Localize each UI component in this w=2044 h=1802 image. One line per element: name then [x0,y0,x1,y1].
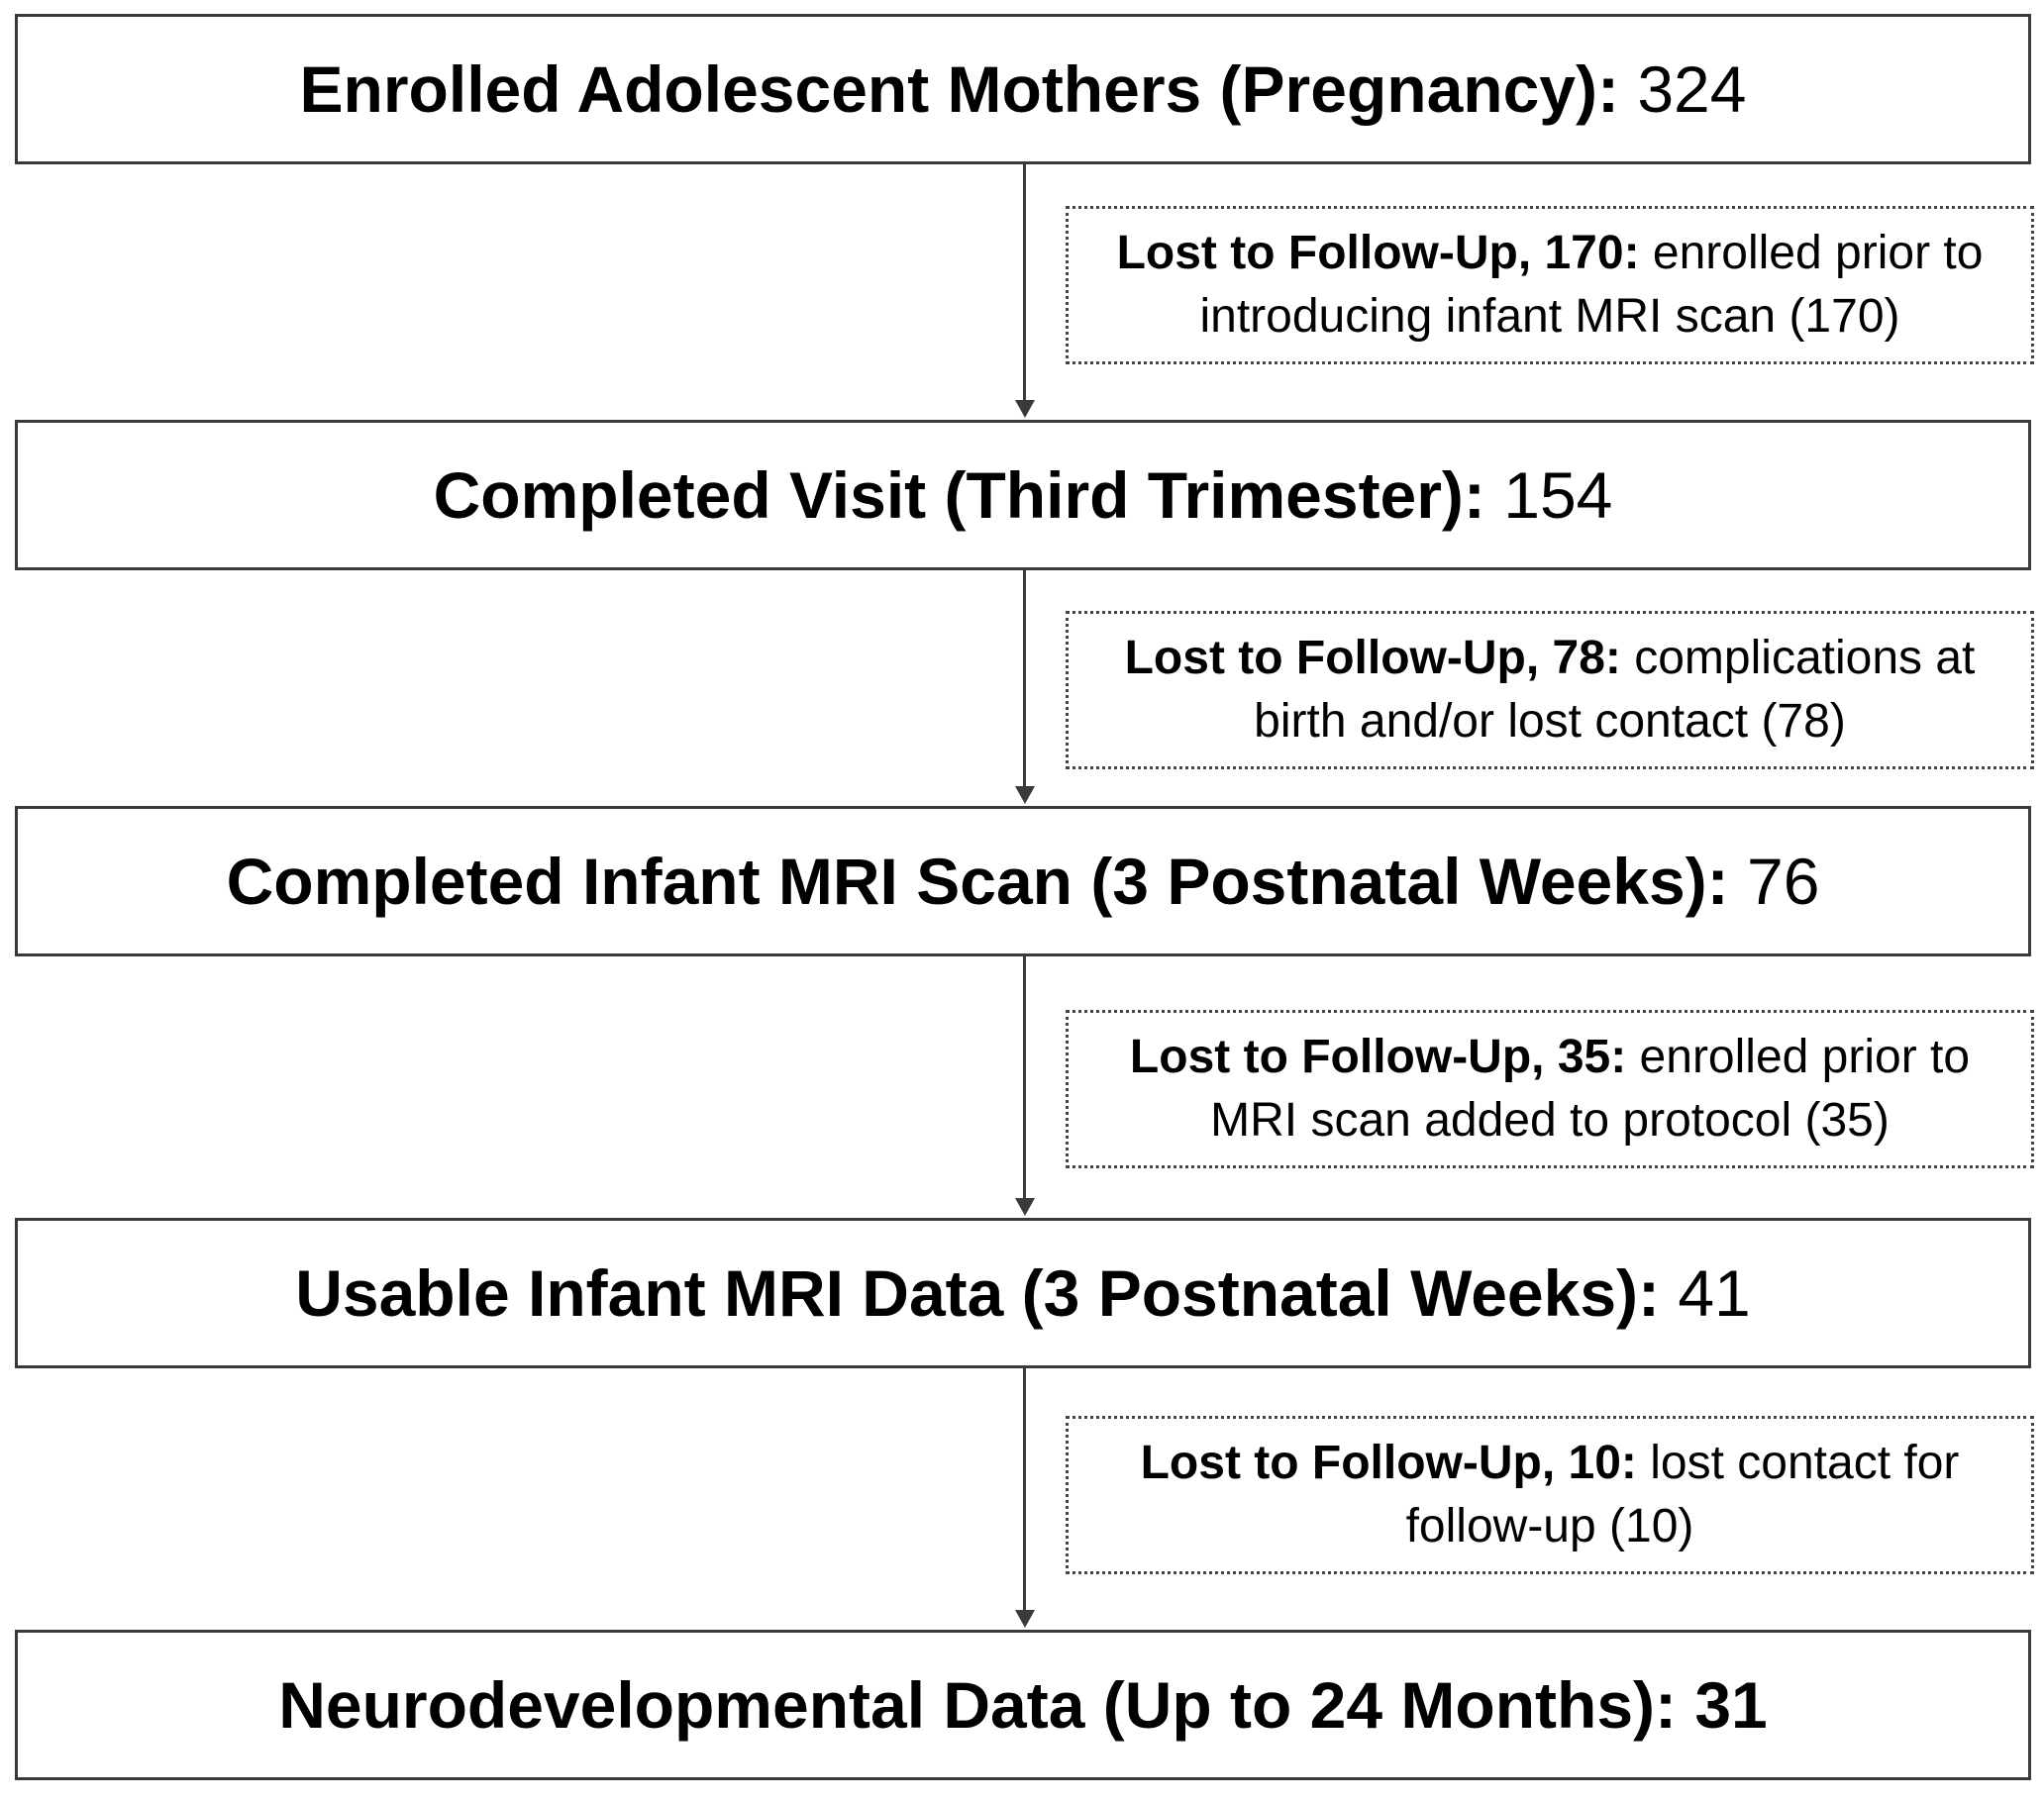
stage-count: 31 [1694,1668,1768,1742]
loss-reason: lost contact for follow-up (10) [1405,1437,1960,1552]
stage-count: 154 [1503,458,1613,532]
stage-count: 41 [1678,1256,1751,1330]
arrow-down-icon [1015,1610,1035,1628]
stage-box-third-trimester [15,420,2031,570]
stage-label: Completed Visit (Third Trimester): [433,458,1485,532]
loss-heading: Lost to Follow-Up, 10: [1140,1437,1637,1489]
stage-label: Completed Infant MRI Scan (3 Postnatal Weeks): [226,845,1729,918]
loss-heading: Lost to Follow-Up, 170: [1116,227,1640,279]
loss-box-35 [1066,1010,2034,1168]
stage-label: Usable Infant MRI Data (3 Postnatal Weeks): [295,1256,1660,1330]
connector-line [1023,570,1026,788]
stage-box-usable-mri-data [15,1218,2031,1368]
stage-label: Neurodevelopmental Data (Up to 24 Months): [278,1668,1677,1742]
stage-box-infant-mri-scan [15,806,2031,956]
loss-reason: complications at birth and/or lost contact (78) [1254,632,1976,748]
loss-box-10 [1066,1416,2034,1574]
loss-reason: enrolled prior to MRI scan added to protocol (35) [1210,1031,1971,1147]
stage-box-enrolled [15,14,2031,164]
loss-reason: enrolled prior to introducing infant MRI scan (170) [1199,227,1984,343]
arrow-down-icon [1015,400,1035,418]
loss-heading: Lost to Follow-Up, 35: [1129,1031,1627,1083]
connector-line [1023,164,1026,402]
connector-line [1023,1368,1026,1612]
loss-heading: Lost to Follow-Up, 78: [1124,632,1621,684]
stage-box-neurodevelopmental [15,1630,2031,1780]
connector-line [1023,956,1026,1200]
arrow-down-icon [1015,786,1035,804]
stage-count: 76 [1746,845,1820,918]
stage-label: Enrolled Adolescent Mothers (Pregnancy): [299,52,1619,126]
loss-box-170 [1066,206,2034,364]
loss-box-78 [1066,611,2034,769]
stage-count: 324 [1637,52,1747,126]
arrow-down-icon [1015,1198,1035,1216]
